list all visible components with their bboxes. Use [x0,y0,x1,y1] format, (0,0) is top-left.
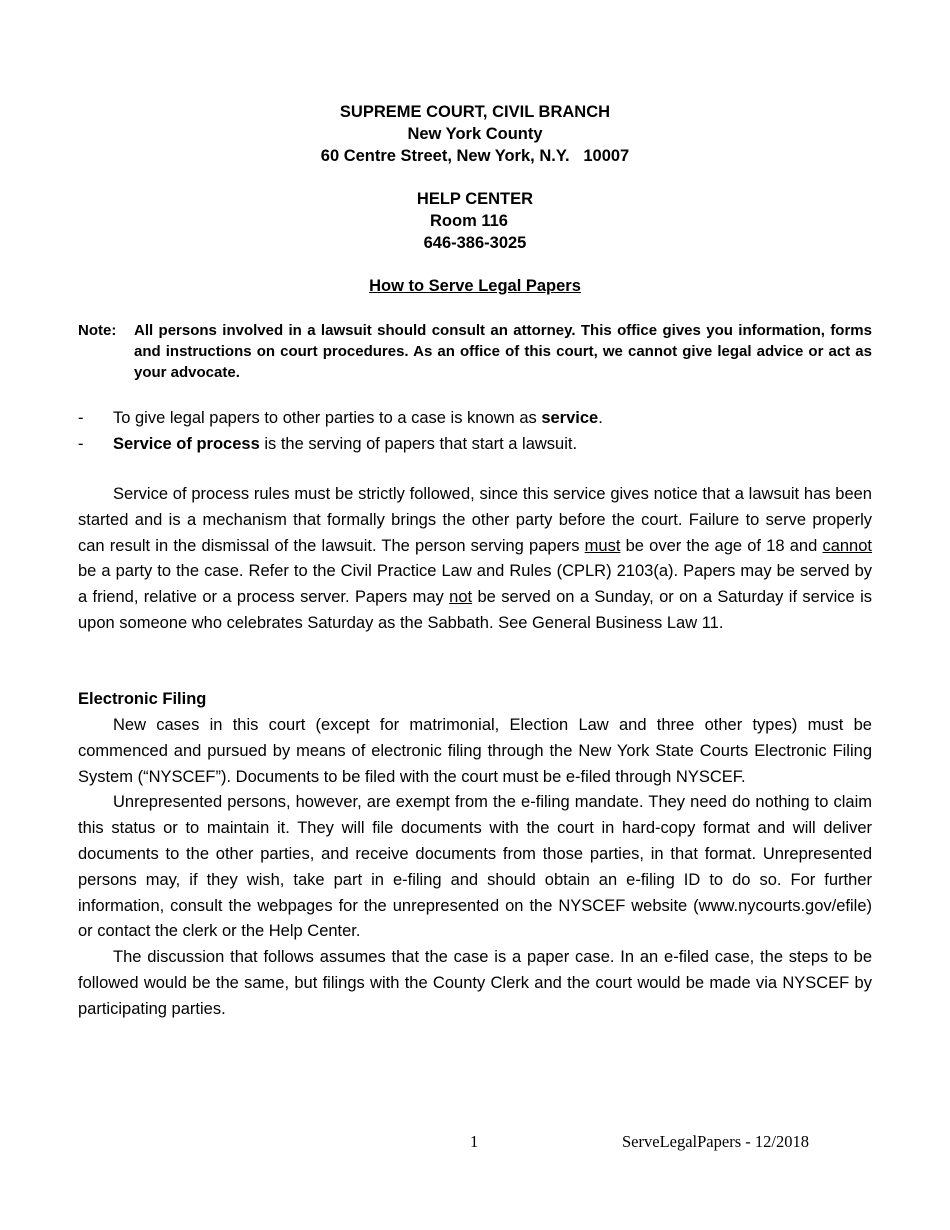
emphasis-not: not [449,588,473,607]
document-id: ServeLegalPapers - 12/2018 [622,1132,809,1151]
electronic-filing-section [78,713,872,1023]
help-center-title: HELP CENTER [416,190,534,208]
bullet-service-of-process [78,431,872,457]
efiling-paragraph-2: Unrepresented persons, however, are exempt from the e-filing mandate. They need do nothing to claim this status or to maintain it. They will file documents with the court in hard-copy format and will deliver documents to the other parties, and receive documents from those parties, in that format. Unrepresented persons may, if they wish, take part in e-filing and should obtain an e-filing ID to do so. For further information, consult the webpages for the unrepresented on the NYSCEF website (www.nycourts.gov/efile) or contact the clerk or the Help Center. [78,793,872,941]
paragraph-text: be served on a Sunday, or on a Saturday if service is upon someone who celebrates Saturday as the Sabbath. See General Business Law 11. [78,588,872,632]
paragraph-text: Service of process rules must be strictly followed, since this service gives notice that a lawsuit has been started and is a mechanism that formally brings the other party before the court. Failure to serve properly can result in the dismissal of the lawsuit. The person serving papers [78,485,872,555]
note-text: All persons involved in a lawsuit should consult an attorney. This office gives you information, forms and instructions on court procedures. As an office of this court, we cannot give legal advice or act as your advocate. [134,322,872,381]
court-name: SUPREME COURT, CIVIL BRANCH [339,103,611,121]
page-title: How to Serve Legal Papers [369,277,581,295]
efiling-paragraph-3: The discussion that follows assumes that the case is a paper case. In an e-filed case, the steps to be followed would be the same, but filings with the County Clerk and the court would be made via NYSCEF by participating parties. [78,948,872,1018]
help-center-block [0,188,950,254]
bullet-text: . [598,409,603,427]
note-block [78,320,872,383]
paragraph-text: be over the age of 18 and [620,536,823,555]
bullet-service [78,405,872,431]
court-header [0,101,950,167]
section-heading-electronic-filing: Electronic Filing [78,690,207,708]
help-center-room: Room 116 [430,212,508,230]
bullet-text: is the serving of papers that start a lawsuit. [259,435,578,453]
emphasis-must: must [584,536,621,555]
service-rules-paragraph [78,482,872,637]
page-number: 1 [470,1132,479,1151]
efiling-paragraph-1: New cases in this court (except for matrimonial, Election Law and three other types) must be commenced and pursued by means of electronic filing through the New York State Courts Electronic Filing System (“NYSCEF”). Documents to be filed with the court must be e-filed through NYSCEF. [78,716,872,786]
bullet-term: service [541,409,599,427]
bullet-dash: - [78,435,84,453]
bullet-term: Service of process [113,435,260,453]
bullet-text: To give legal papers to other parties to a case is known as [113,409,542,427]
help-center-phone: 646-386-3025 [423,234,527,252]
note-label: Note: [78,322,117,339]
emphasis-cannot: cannot [822,536,872,555]
county-name: New York County [407,125,543,143]
paragraph-text: be a party to the case. Refer to the Civil Practice Law and Rules (CPLR) 2103(a). Papers may be served by a friend, relative or a process server. Papers may [78,562,872,607]
court-address: 60 Centre Street, New York, N.Y. 10007 [320,147,630,165]
bullet-dash: - [78,409,84,427]
